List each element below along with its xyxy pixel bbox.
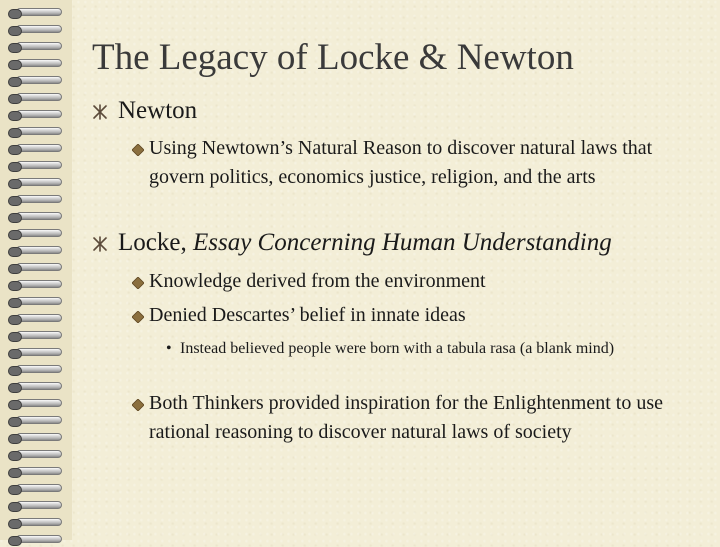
- binder-ring: [8, 227, 64, 241]
- binder-ring: [8, 312, 64, 326]
- binder-ring: [8, 516, 64, 530]
- binder-hole: [8, 451, 22, 461]
- binder-loop: [16, 178, 62, 186]
- binder-loop: [16, 76, 62, 84]
- binder-ring: [8, 210, 64, 224]
- binder-hole: [8, 434, 22, 444]
- binder-hole: [8, 213, 22, 223]
- binder-loop: [16, 93, 62, 101]
- binder-loop: [16, 382, 62, 390]
- binder-ring: [8, 91, 64, 105]
- locke-heading: [118, 228, 612, 258]
- binder-hole: [8, 60, 22, 70]
- binder-hole: [8, 111, 22, 121]
- binder-ring: [8, 431, 64, 445]
- binder-hole: [8, 536, 22, 546]
- binder-ring: [8, 414, 64, 428]
- binder-loop: [16, 144, 62, 152]
- binder-hole: [8, 162, 22, 172]
- binder-hole: [8, 298, 22, 308]
- binder-loop: [16, 25, 62, 33]
- diamond-icon: [132, 144, 144, 156]
- binder-ring: [8, 346, 64, 360]
- binder-hole: [8, 43, 22, 53]
- binder-ring: [8, 23, 64, 37]
- slide-title: The Legacy of Locke & Newton: [92, 37, 574, 78]
- binder-hole: [8, 128, 22, 138]
- diamond-icon: [132, 399, 144, 411]
- binder-hole: [8, 349, 22, 359]
- binder-loop: [16, 297, 62, 305]
- binder-hole: [8, 315, 22, 325]
- binder-ring: [8, 125, 64, 139]
- binder-ring: [8, 380, 64, 394]
- binder-hole: [8, 77, 22, 87]
- binder-loop: [16, 501, 62, 509]
- binder-ring: [8, 193, 64, 207]
- binder-ring: [8, 448, 64, 462]
- binder-ring: [8, 533, 64, 547]
- binder-hole: [8, 264, 22, 274]
- binder-ring: [8, 142, 64, 156]
- binder-loop: [16, 518, 62, 526]
- binder-hole: [8, 383, 22, 393]
- binder-loop: [16, 348, 62, 356]
- binder-ring: [8, 244, 64, 258]
- binder-ring: [8, 363, 64, 377]
- binder-hole: [8, 468, 22, 478]
- binder-ring: [8, 261, 64, 275]
- binder-loop: [16, 484, 62, 492]
- binder-loop: [16, 280, 62, 288]
- binder-hole: [8, 94, 22, 104]
- binder-ring: [8, 499, 64, 513]
- binder-hole: [8, 281, 22, 291]
- binder-hole: [8, 179, 22, 189]
- binder-loop: [16, 161, 62, 169]
- binder-hole: [8, 230, 22, 240]
- binder-loop: [16, 331, 62, 339]
- binder-ring: [8, 465, 64, 479]
- binder-ring: [8, 108, 64, 122]
- binder-ring: [8, 397, 64, 411]
- binder-loop: [16, 314, 62, 322]
- binder-ring: [8, 295, 64, 309]
- binder-hole: [8, 26, 22, 36]
- spiral-binding-icon: [8, 0, 64, 540]
- binder-hole: [8, 366, 22, 376]
- binder-hole: [8, 9, 22, 19]
- binder-loop: [16, 263, 62, 271]
- binder-hole: [8, 400, 22, 410]
- binder-ring: [8, 176, 64, 190]
- binder-hole: [8, 247, 22, 257]
- binder-ring: [8, 57, 64, 71]
- binder-ring: [8, 278, 64, 292]
- binder-hole: [8, 145, 22, 155]
- binder-loop: [16, 365, 62, 373]
- binder-loop: [16, 110, 62, 118]
- binder-ring: [8, 40, 64, 54]
- binder-loop: [16, 59, 62, 67]
- binder-hole: [8, 485, 22, 495]
- binder-hole: [8, 196, 22, 206]
- final-point-text: Both Thinkers provided inspiration for the Enlightenment to use rational reasoning to discover natural laws of society: [149, 392, 663, 443]
- binder-ring: [8, 74, 64, 88]
- locke-point-2-text: Denied Descartes’ belief in innate ideas: [149, 304, 466, 326]
- locke-subpoint-text: Instead believed people were born with a tabula rasa (a blank mind): [180, 340, 615, 357]
- binder-hole: [8, 332, 22, 342]
- locke-heading-work: Essay Concerning Human Understanding: [192, 229, 612, 256]
- binder-loop: [16, 433, 62, 441]
- newton-heading: Newton: [118, 97, 198, 124]
- binder-ring: [8, 159, 64, 173]
- binder-loop: [16, 8, 62, 16]
- binder-ring: [8, 482, 64, 496]
- newton-point-text: Using Newtown’s Natural Reason to discover natural laws that govern politics, economics justice, religion, and the arts: [149, 137, 653, 188]
- binder-loop: [16, 195, 62, 203]
- asterisk-cross-icon: [92, 236, 108, 252]
- binder-loop: [16, 229, 62, 237]
- binder-loop: [16, 467, 62, 475]
- subpoint-bullet: •: [166, 340, 172, 357]
- binder-loop: [16, 127, 62, 135]
- diamond-icon: [132, 311, 144, 323]
- binder-hole: [8, 519, 22, 529]
- binder-loop: [16, 450, 62, 458]
- binder-loop: [16, 535, 62, 543]
- binder-loop: [16, 246, 62, 254]
- binder-ring: [8, 6, 64, 20]
- locke-heading-prefix: Locke,: [118, 229, 193, 256]
- binder-hole: [8, 502, 22, 512]
- diamond-icon: [132, 277, 144, 289]
- asterisk-cross-icon: [92, 104, 108, 120]
- binder-loop: [16, 416, 62, 424]
- binder-hole: [8, 417, 22, 427]
- binder-loop: [16, 212, 62, 220]
- locke-point-1-text: Knowledge derived from the environment: [149, 270, 486, 292]
- binder-loop: [16, 42, 62, 50]
- binder-ring: [8, 329, 64, 343]
- binder-loop: [16, 399, 62, 407]
